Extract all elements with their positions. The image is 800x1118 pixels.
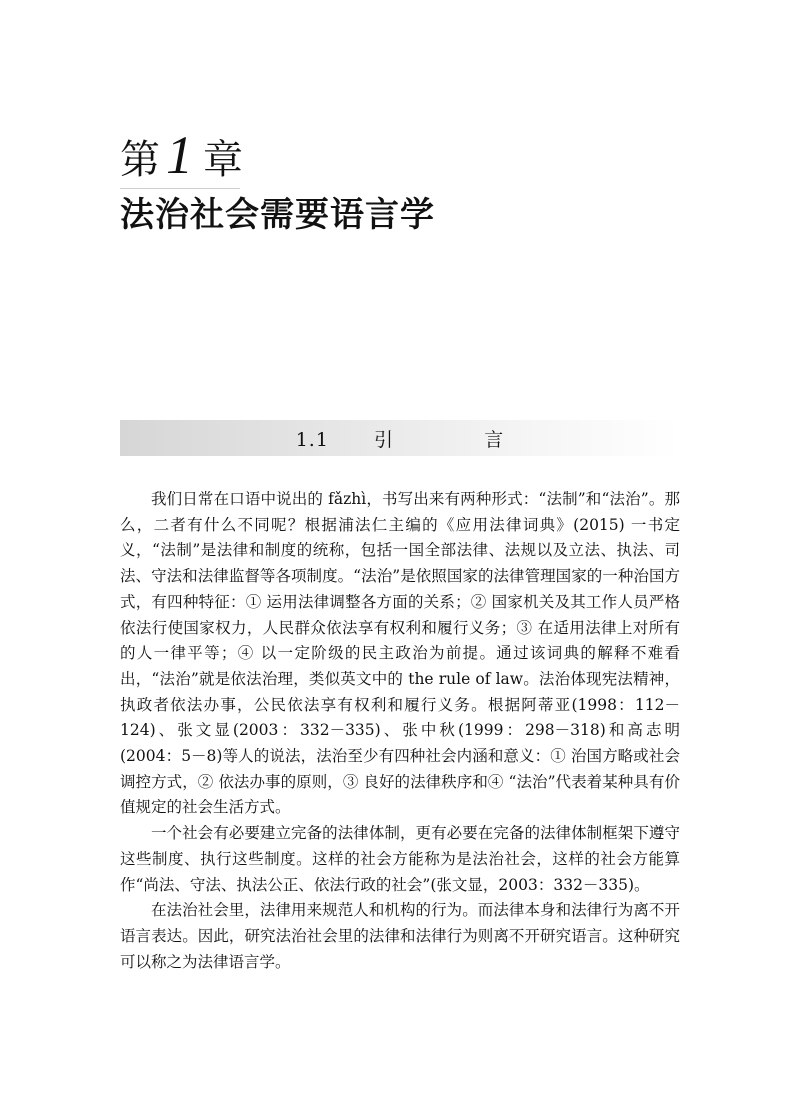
- paragraph: 我们日常在口语中说出的 fǎzhì，书写出来有两种形式：“法制”和“法治”。那么，二者有什么不同呢？根据浦法仁主编的《应用法律词典》(2015) 一书定义，“法制”是法律和制度的统称，包括一国全部法律、法规以及立法、执法、司法、守法和法律监督等各项制度。“法治”是依照国家的法律管理国家的一种治国方式，有四种特征：① 运用法律调整各方面的关系；② 国家机关及其工作人员严格依法行使国家权力，人民群众依法享有权利和履行义务；③ 在适用法律上对所有的人一律平等；④ 以一定阶级的民主政治为前提。通过该词典的解释不难看出，“法治”就是依法治理，类似英文中的 the rule of law。法治体现宪法精神，执政者依法办事，公民依法享有权利和履行义务。根据阿蒂亚(1998：112－124)、张文显(2003：332－335)、张中秋(1999：298－318)和高志明(2004：5－8)等人的说法，法治至少有四种社会内涵和意义：① 治国方略或社会调控方式，② 依法办事的原则，③ 良好的法律秩序和④ “法治”代表着某种具有价值规定的社会生活方式。: [120, 490, 680, 817]
- paragraph: 一个社会有必要建立完备的法律体制，更有必要在完备的法律体制框架下遵守这些制度、执行这些制度。这样的社会方能称为是法治社会，这样的社会方能算作“尚法、守法、执法公正、依法行政的社会”(张文显，2003：332－335)。: [120, 824, 680, 894]
- chapter-heading: [120, 125, 680, 236]
- section-heading-band: [120, 420, 680, 456]
- chapter-title: 法治社会需要语言学: [120, 195, 435, 235]
- body-text: [120, 487, 680, 975]
- section-title: 1.1 引 言: [295, 428, 505, 451]
- paragraph: 在法治社会里，法律用来规范人和机构的行为。而法律本身和法律行为离不开语言表达。因此，研究法治社会里的法律和法律行为则离不开研究语言。这种研究可以称之为法律语言学。: [120, 901, 680, 971]
- chapter-number-line: [120, 125, 680, 185]
- chapter-divider: [120, 188, 240, 189]
- chapter-suffix: 章: [203, 137, 243, 183]
- chapter-prefix: 第: [120, 137, 160, 183]
- chapter-number: 1: [166, 125, 193, 185]
